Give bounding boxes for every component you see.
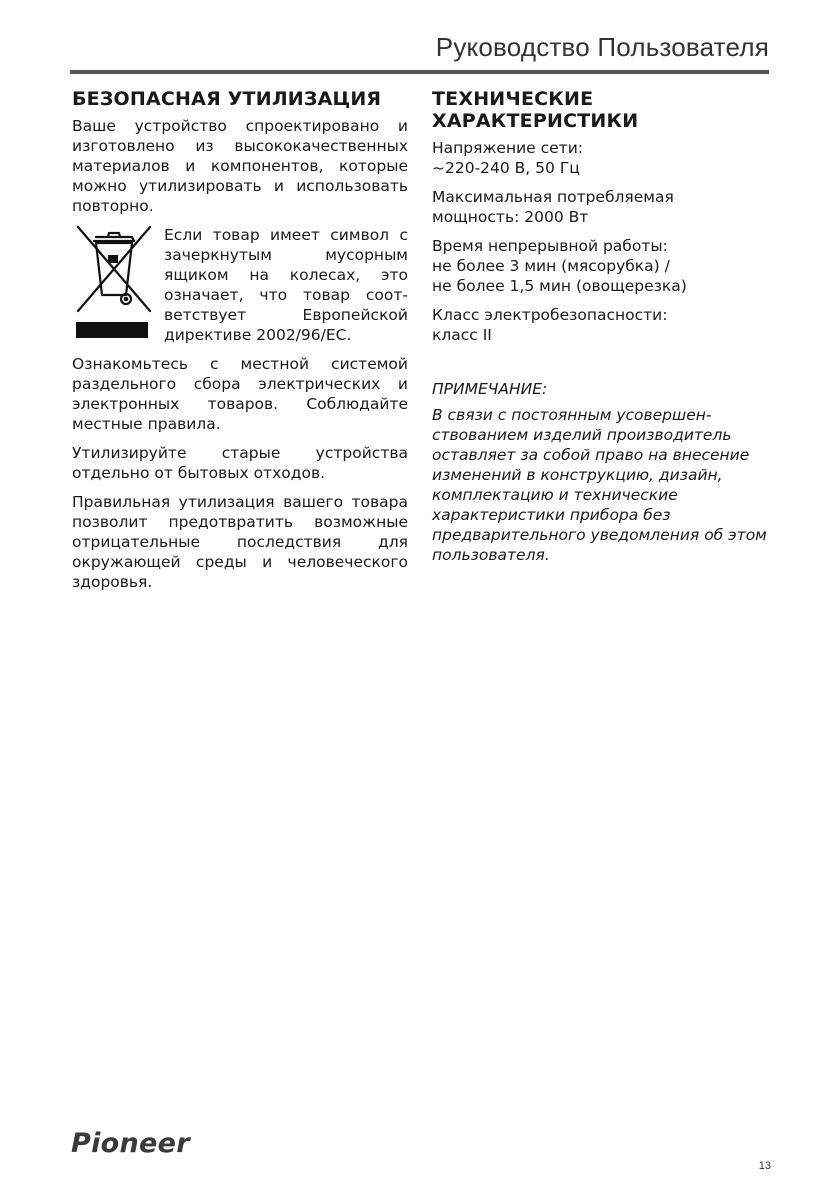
disposal-collection-text: Ознакомьтесь с местной системой раздельного сбора электрических и электронных товаров. Соблюдайте местные правила. xyxy=(72,355,408,433)
disposal-intro: Ваше устройство спроектировано и изготовлено из высококачественных материалов и компонентов, которые можно утилизировать и использовать повторно. xyxy=(72,117,408,215)
spec-safety-value: класс II xyxy=(432,326,492,344)
disposal-section xyxy=(72,88,408,601)
weee-notice xyxy=(72,225,408,345)
disposal-separate-text: Утилизируйте старые устройства отдельно от бытовых отходов. xyxy=(72,444,408,482)
note-title: ПРИМЕЧАНИЕ: xyxy=(432,380,548,398)
spec-voltage-value: ~220-240 В, 50 Гц xyxy=(432,159,580,177)
specs-heading: ТЕХНИЧЕСКИЕ ХАРАКТЕРИСТИКИ xyxy=(432,88,639,132)
spec-safety xyxy=(432,305,768,345)
disposal-benefit-text: Правильная утилизация вашего товара позволит предотвратить возможные отрицательные последствия для окружающей среды и человеческого здоровья. xyxy=(72,493,408,591)
spec-voltage-label: Напряжение сети: xyxy=(432,139,584,157)
spec-power-label: Максимальная потребляемая xyxy=(432,188,674,206)
specs-section xyxy=(432,88,768,565)
pioneer-logo: Pioneer xyxy=(71,1128,190,1159)
weee-bin-drawing xyxy=(72,225,156,321)
disposal-heading: БЕЗОПАСНАЯ УТИЛИЗАЦИЯ xyxy=(72,88,382,110)
note-body: В связи с постоянным усовершенствованием изделий производитель оставляет за собой право на внесение изменений в конструкцию, дизайн, комплектацию и технические характеристики прибора без предварительного уведомления об этом пользователя. xyxy=(432,406,767,564)
spec-runtime-meat: не более 3 мин (мясорубка) / xyxy=(432,257,670,275)
spec-runtime-veg: не более 1,5 мин (овощерезка) xyxy=(432,277,687,295)
spec-power xyxy=(432,187,768,227)
spec-power-value: мощность: 2000 Вт xyxy=(432,208,589,226)
weee-description: Если товар имеет символ с зачеркнутым мусорным ящиком на колесах, это означает, что товар соответствует Европейской директиве 2002/96/EC. xyxy=(164,226,408,344)
weee-crossed-bin-icon xyxy=(72,225,164,343)
spec-voltage xyxy=(432,138,768,178)
spec-runtime xyxy=(432,236,768,296)
spec-safety-label: Класс электробезопасности: xyxy=(432,306,668,324)
header-divider xyxy=(70,70,769,74)
page-header-title: Руководство Пользователя xyxy=(435,32,769,62)
weee-black-bar xyxy=(76,322,148,338)
spec-runtime-label: Время непрерывной работы: xyxy=(432,237,668,255)
page-number: 13 xyxy=(758,1160,771,1172)
